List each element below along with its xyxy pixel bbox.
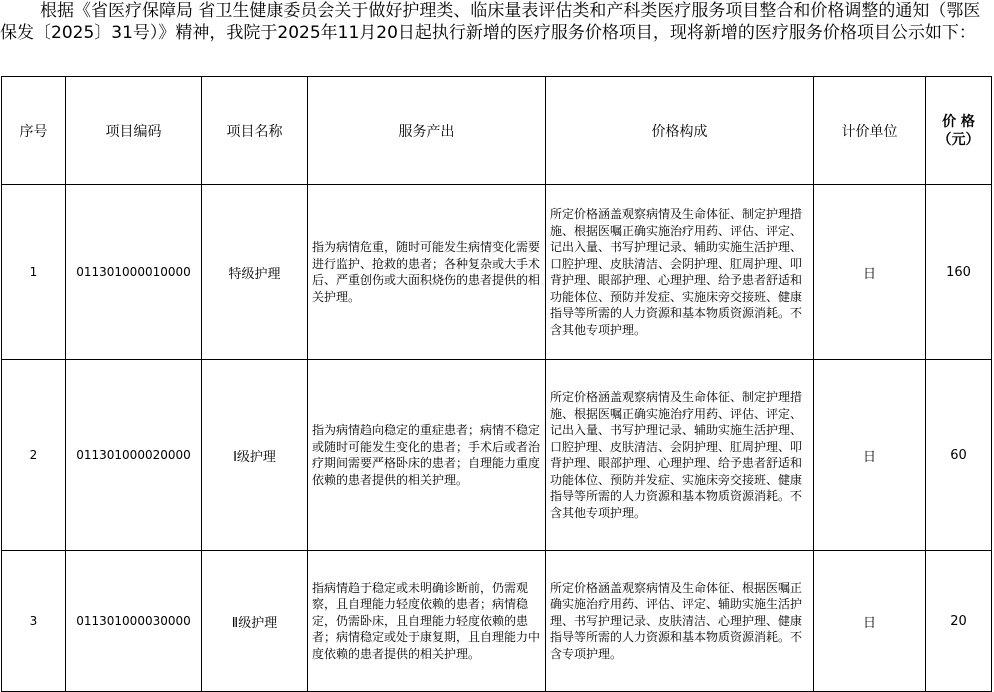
header-row <box>2 77 992 185</box>
cell-code: 011301000030000 <box>66 551 202 692</box>
table-row <box>2 185 992 360</box>
header-name: 项目名称 <box>202 77 308 185</box>
cell-seq: 2 <box>2 360 66 551</box>
cell-seq: 3 <box>2 551 66 692</box>
cell-price: 160 <box>926 185 992 360</box>
cell-output: 指为病情趋向稳定的重症患者；病情不稳定或随时可能发生变化的患者；手术后或者治疗期间需要严格卧床的患者；自理能力重度依赖的患者提供的相关护理。 <box>308 360 546 551</box>
cell-unit: 日 <box>814 551 926 692</box>
header-seq: 序号 <box>2 77 66 185</box>
cell-output: 指为病情危重，随时可能发生病情变化需要进行监护、抢救的患者；各种复杂或大手术后、严重创伤或大面积烧伤的患者提供的相关护理。 <box>308 185 546 360</box>
intro-text: 根据《省医疗保障局 省卫生健康委员会关于做好护理类、临床量表评估类和产科类医疗服务项目整合和价格调整的通知（鄂医保发〔2025〕31号）》精神，我院于2025年11月20日起执行新增的医疗服务价格项目，现将新增的医疗服务价格项目公示如下： <box>0 1 981 43</box>
cell-composition: 所定价格涵盖观察病情及生命体征、根据医嘱正确实施治疗用药、评估、评定、辅助实施生活护理、书写护理记录、皮肤清洁、心理护理、健康指导等所需的人力资源和基本物质资源消耗。不含专项护理。 <box>546 551 814 692</box>
header-price <box>926 77 992 185</box>
header-price-line2: （元） <box>937 131 980 148</box>
cell-name: Ⅰ级护理 <box>202 360 308 551</box>
table-row <box>2 360 992 551</box>
header-composition: 价格构成 <box>546 77 814 185</box>
cell-price: 60 <box>926 360 992 551</box>
intro-paragraph <box>0 0 990 44</box>
header-unit: 计价单位 <box>814 77 926 185</box>
cell-unit: 日 <box>814 185 926 360</box>
cell-seq: 1 <box>2 185 66 360</box>
price-table <box>1 76 992 692</box>
cell-composition: 所定价格涵盖观察病情及生命体征、制定护理措施、根据医嘱正确实施治疗用药、评估、评定、记出入量、书写护理记录、辅助实施生活护理、口腔护理、皮肤清洁、会阴护理、肛周护理、叩背护理、眼部护理、心理护理、给予患者舒适和功能体位、预防并发症、实施床旁交接班、健康指导等所需的人力资源和基本物质资源消耗。不含其他专项护理。 <box>546 360 814 551</box>
cell-unit: 日 <box>814 360 926 551</box>
header-output: 服务产出 <box>308 77 546 185</box>
header-price-line1: 价 格 <box>942 113 975 130</box>
cell-price: 20 <box>926 551 992 692</box>
cell-code: 011301000010000 <box>66 185 202 360</box>
cell-composition: 所定价格涵盖观察病情及生命体征、制定护理措施、根据医嘱正确实施治疗用药、评估、评定、记出入量、书写护理记录、辅助实施生活护理、口腔护理、皮肤清洁、会阴护理、肛周护理、叩背护理、眼部护理、心理护理、给予患者舒适和功能体位、预防并发症、实施床旁交接班、健康指导等所需的人力资源和基本物质资源消耗。不含其他专项护理。 <box>546 185 814 360</box>
cell-code: 011301000020000 <box>66 360 202 551</box>
cell-name: 特级护理 <box>202 185 308 360</box>
cell-output: 指病情趋于稳定或未明确诊断前，仍需观察，且自理能力轻度依赖的患者；病情稳定，仍需卧床，且自理能力轻度依赖的患者；病情稳定或处于康复期，且自理能力中度依赖的患者提供的相关护理。 <box>308 551 546 692</box>
cell-name: Ⅱ级护理 <box>202 551 308 692</box>
header-code: 项目编码 <box>66 77 202 185</box>
table-row <box>2 551 992 692</box>
